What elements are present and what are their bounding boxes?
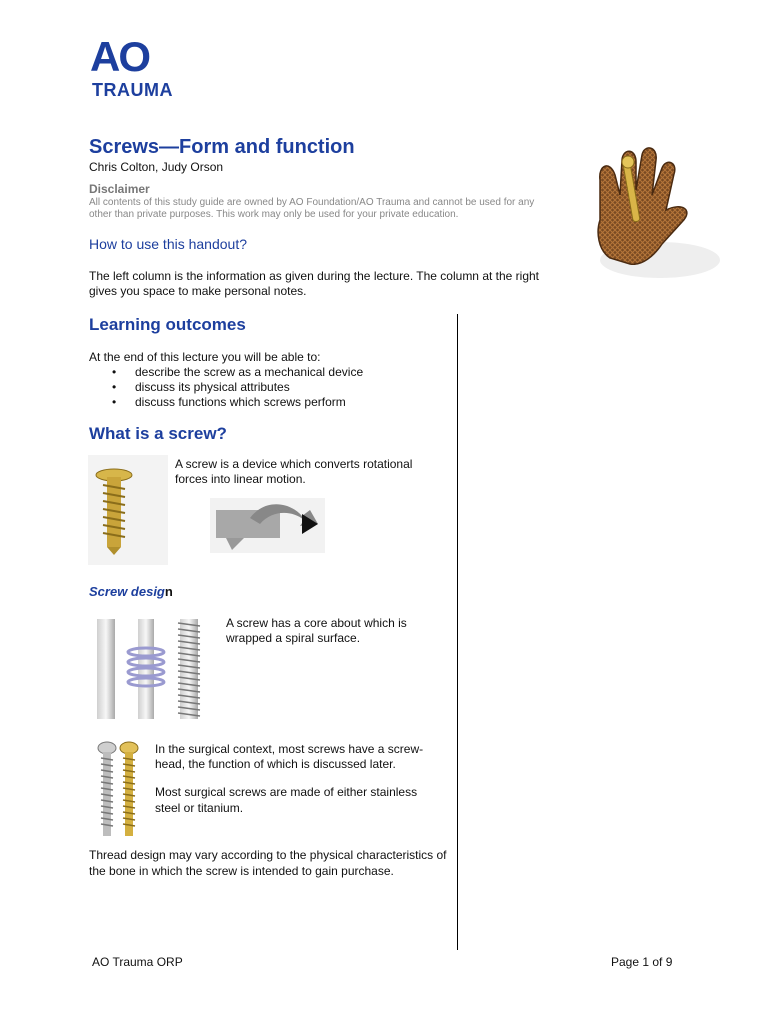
outcomes-intro: At the end of this lecture you will be able to:: [89, 350, 321, 364]
footer-left: AO Trauma ORP: [92, 955, 183, 969]
rotation-to-linear-arrow-icon: [210, 498, 325, 553]
howto-heading: How to use this handout?: [89, 236, 247, 252]
disclaimer-text: All contents of this study guide are owned by AO Foundation/AO Trauma and cannot be used for any other than private purposes. This work may only be used for your private education.: [89, 197, 535, 220]
design-heading-main: Screw desig: [89, 584, 165, 599]
design-material-text: Most surgical screws are made of either stainless steel or titanium.: [155, 785, 418, 815]
design-core-text: A screw has a core about which is wrapped a spiral surface.: [226, 616, 407, 645]
ao-logo: AO: [90, 33, 149, 80]
design-heading-tail: n: [164, 584, 173, 599]
gold-screw-image: [88, 455, 168, 565]
design-heading: [89, 584, 173, 599]
surgical-screws-image: [93, 740, 143, 840]
hand-bone-screw-image: [570, 140, 730, 290]
design-thread-text: Thread design may vary according to the physical characteristics of the bone in which the screw is intended to gain purchase.: [89, 848, 447, 878]
core-and-spiral-image: [92, 617, 217, 722]
list-item: • discuss functions which screws perform: [135, 395, 449, 410]
column-divider: [457, 314, 458, 950]
outcomes-heading: Learning outcomes: [89, 315, 246, 334]
trauma-logo-text: TRAUMA: [92, 80, 173, 100]
whatis-text: A screw is a device which converts rotational forces into linear motion.: [175, 457, 413, 486]
authors: Chris Colton, Judy Orson: [89, 160, 224, 174]
disclaimer-heading: Disclaimer: [89, 182, 150, 196]
howto-text: The left column is the information as given during the lecture. The column at the right gives you space to make personal notes.: [89, 269, 540, 298]
page-title: Screws—Form and function: [89, 136, 355, 158]
page-number: Page 1 of 9: [611, 955, 673, 969]
whatis-heading: What is a screw?: [89, 424, 227, 443]
list-item: • describe the screw as a mechanical device: [135, 365, 449, 380]
design-surgical-text: In the surgical context, most screws have a screw-head, the function of which is discussed later.: [155, 742, 424, 771]
list-item: • discuss its physical attributes: [135, 380, 449, 395]
outcomes-block: [89, 350, 449, 410]
outcomes-list: [89, 365, 449, 410]
